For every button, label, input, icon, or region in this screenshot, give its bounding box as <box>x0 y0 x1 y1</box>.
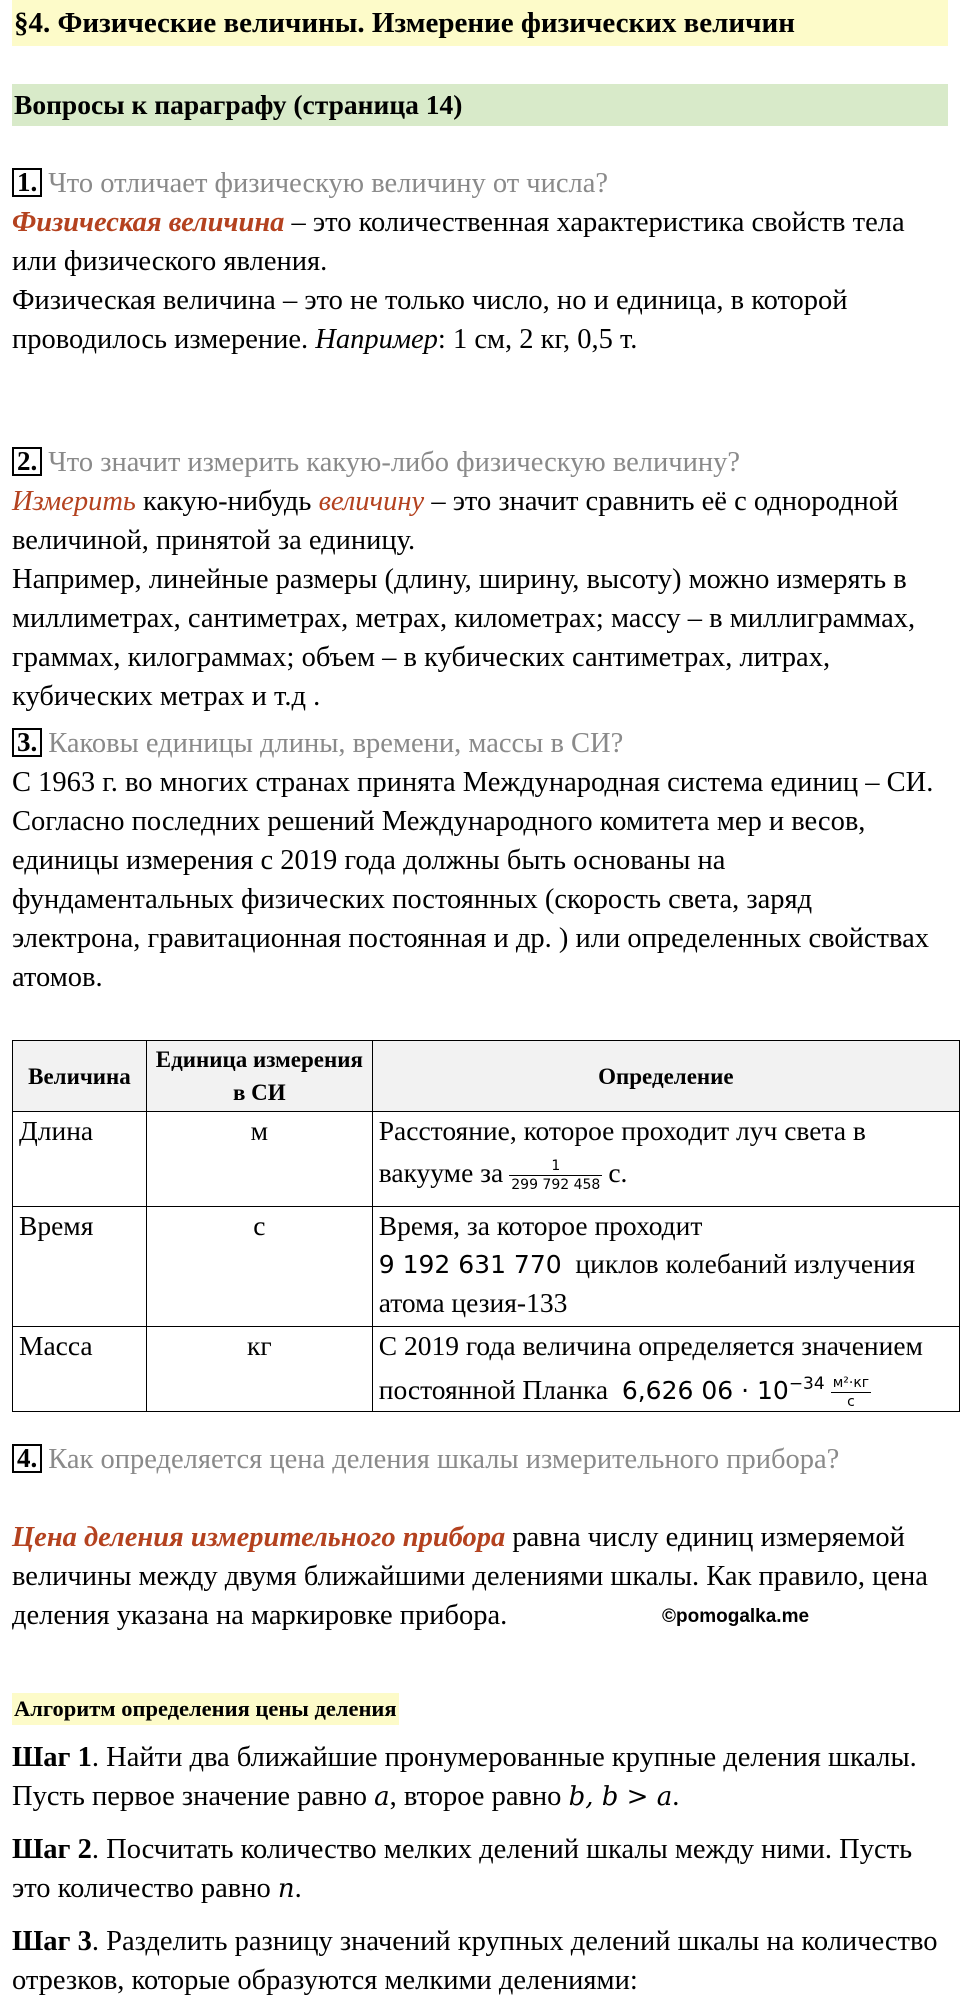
fraction-numerator: м²·кг <box>832 1375 870 1392</box>
definition-text: Расстояние, которое проходит луч света в <box>378 1115 866 1146</box>
definition-cell <box>372 1327 959 1412</box>
step-text: , второе равно <box>389 1781 569 1812</box>
definition-text <box>379 1245 953 1284</box>
answer-line: кубических метрах и т.д . <box>12 681 321 712</box>
question-text: Что отличает физическую величину от числа? <box>48 168 609 199</box>
answer-text: проводилось измерение. <box>12 324 316 355</box>
step-line: отрезков, которые образуются мелкими делениями: <box>12 1965 638 1996</box>
question-1 <box>12 164 952 203</box>
question-4-block <box>12 1440 952 1479</box>
math-variable: a <box>374 1782 390 1812</box>
question-number: 4. <box>12 1444 42 1473</box>
step-3 <box>12 1922 952 2000</box>
definition-text: атома цезия-133 <box>378 1287 568 1318</box>
question-text: Что значит измерить какую-либо физическую величину? <box>48 447 741 478</box>
definition-text: с. <box>608 1157 628 1188</box>
answer-line: или физического явления. <box>12 246 328 277</box>
term: величину <box>318 486 425 517</box>
column-header: Определение <box>372 1041 959 1112</box>
definition-text: Время, за которое проходит <box>378 1210 703 1241</box>
fraction <box>831 1374 871 1411</box>
answer-line: электрона, гравитационная постоянная и др. ) или определенных свойствах <box>12 923 929 954</box>
answer-line <box>12 203 952 242</box>
answer-text: какую-нибудь <box>135 486 319 517</box>
term: Физическая величина <box>12 207 285 238</box>
fraction-denominator: 299 792 458 <box>511 1177 601 1194</box>
algorithm-title: Алгоритм определения цены деления <box>12 1693 399 1725</box>
answer-line: С 1963 г. во многих странах принята Международная система единиц – СИ. <box>12 767 934 798</box>
term: Цена деления измерительного прибора <box>12 1522 506 1553</box>
definition-text: С 2019 года величина определяется значением <box>378 1330 923 1361</box>
definition-text: постоянной Планка <box>378 1374 609 1405</box>
fraction-denominator: с <box>847 1394 855 1411</box>
question-3 <box>12 724 952 763</box>
question-number: 3. <box>12 728 42 757</box>
term: Измерить <box>12 486 136 517</box>
step-text: . <box>672 1781 680 1812</box>
example-label: Например <box>315 324 438 355</box>
question-text: Каковы единицы длины, времени, массы в СИ? <box>48 728 624 759</box>
table-row <box>13 1112 960 1207</box>
question-4-answer <box>12 1518 952 1635</box>
step-label: Шаг 1 <box>12 1742 92 1773</box>
definition-cell <box>372 1207 959 1327</box>
question-2 <box>12 443 952 482</box>
quantity-cell: Длина <box>13 1112 147 1207</box>
answer-line: единицы измерения с 2019 года должны быть основаны на <box>12 845 726 876</box>
step-text: . Найти два ближайшие пронумерованные крупные деления шкалы. <box>91 1742 917 1773</box>
answer-line <box>12 320 952 359</box>
question-1-block <box>12 164 952 359</box>
answer-line: фундаментальных физических постоянных (скорость света, заряд <box>12 884 813 915</box>
answer-line: Согласно последних решений Международного комитета мер и весов, <box>12 806 866 837</box>
math-variable: n <box>277 1874 295 1904</box>
answer-line: величины между двумя ближайшими делениями шкалы. Как правило, цена <box>12 1561 928 1592</box>
step-line <box>12 1777 952 1817</box>
si-units-table <box>12 1040 960 1412</box>
planck-value: 6,626 06 · 10 <box>621 1376 789 1405</box>
answer-text: – это значит сравнить её с однородной <box>424 486 899 517</box>
answer-line <box>12 1518 952 1557</box>
definition-text <box>379 1365 953 1411</box>
table-row <box>13 1327 960 1412</box>
answer-text: : 1 см, 2 кг, 0,5 т. <box>437 324 638 355</box>
answer-line <box>12 482 952 521</box>
step-label: Шаг 2 <box>12 1834 92 1865</box>
frequency-number: 9 192 631 770 <box>378 1250 562 1279</box>
definition-cell <box>372 1112 959 1207</box>
column-header: Единица измерения в СИ <box>146 1041 372 1112</box>
definition-text: циклов колебаний излучения <box>575 1248 916 1279</box>
definition-text: вакууме за <box>378 1157 504 1188</box>
step-text: . Посчитать количество мелких делений шкалы между ними. Пусть <box>91 1834 913 1865</box>
answer-line: граммах, килограммах; объем – в кубических сантиметрах, литрах, <box>12 642 831 673</box>
table-header-row <box>13 1041 960 1112</box>
answer-line: атомов. <box>12 962 103 993</box>
unit-cell: с <box>146 1207 372 1327</box>
definition-text <box>379 1154 953 1194</box>
table-row <box>13 1207 960 1327</box>
question-text: Как определяется цена деления шкалы измерительного прибора? <box>48 1444 840 1475</box>
step-2 <box>12 1830 952 1909</box>
fraction <box>509 1157 602 1194</box>
answer-line: Физическая величина – это не только число, но и единица, в которой <box>12 285 848 316</box>
step-text: это количество равно <box>12 1873 278 1904</box>
step-line <box>12 1922 952 1961</box>
step-line <box>12 1869 952 1909</box>
step-text: Пусть первое значение равно <box>12 1781 375 1812</box>
section-subtitle: Вопросы к параграфу (страница 14) <box>12 84 948 126</box>
step-1 <box>12 1738 952 1817</box>
question-number: 1. <box>12 168 42 197</box>
answer-line: деления указана на маркировке прибора. <box>12 1600 508 1631</box>
step-line <box>12 1738 952 1777</box>
page-title: §4. Физические величины. Измерение физических величин <box>12 0 948 46</box>
column-header: Величина <box>13 1041 147 1112</box>
watermark: ©pomogalka.me <box>662 1606 810 1627</box>
step-text: . Разделить разницу значений крупных делений шкалы на количество <box>91 1926 938 1957</box>
quantity-cell: Масса <box>13 1327 147 1412</box>
quantity-cell: Время <box>13 1207 147 1327</box>
planck-exponent: −34 <box>788 1374 825 1394</box>
question-3-block <box>12 724 952 997</box>
question-2-block <box>12 443 952 716</box>
unit-cell: м <box>146 1112 372 1207</box>
step-label: Шаг 3 <box>12 1926 92 1957</box>
unit-cell: кг <box>146 1327 372 1412</box>
question-4 <box>12 1440 952 1479</box>
fraction-numerator: 1 <box>509 1157 602 1176</box>
step-line <box>12 1830 952 1869</box>
answer-line: миллиметрах, сантиметрах, метрах, километрах; массу – в миллиграммах, <box>12 603 916 634</box>
answer-line: величиной, принятой за единицу. <box>12 525 416 556</box>
question-number: 2. <box>12 447 42 476</box>
answer-text: равна числу единиц измеряемой <box>505 1522 905 1553</box>
answer-line: Например, линейные размеры (длину, ширину, высоту) можно измерять в <box>12 564 907 595</box>
math-expression: b, b > a <box>568 1782 673 1812</box>
answer-text: – это количественная характеристика свойств тела <box>284 207 905 238</box>
step-text: . <box>294 1873 302 1904</box>
